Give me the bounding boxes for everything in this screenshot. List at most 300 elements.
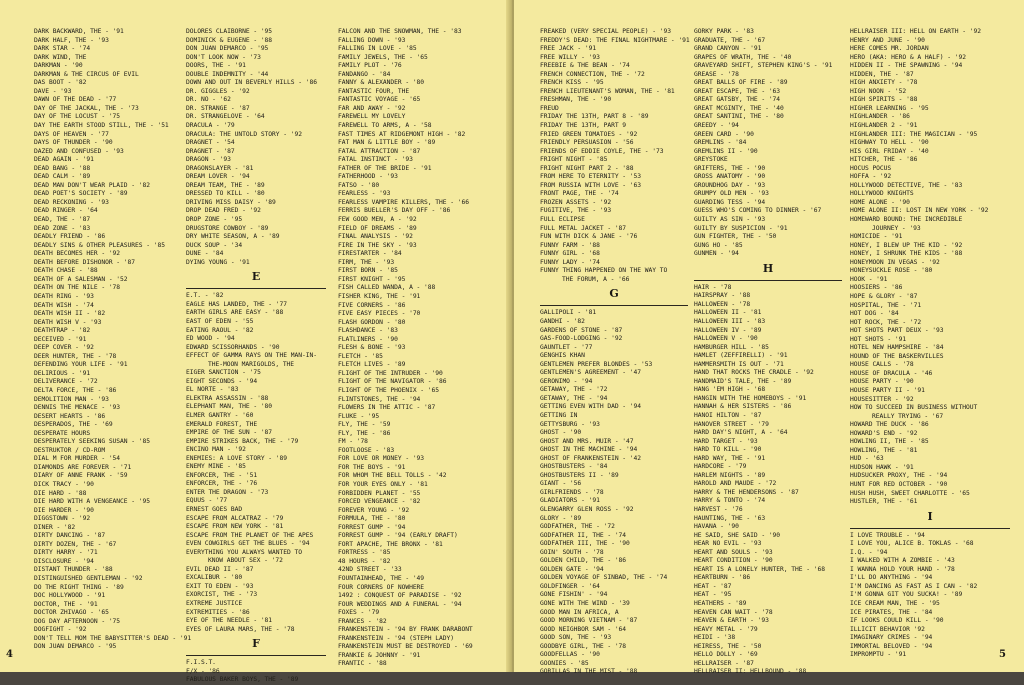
title-entry: DINER - '82 — [34, 523, 76, 531]
title-entry: FLIGHT OF THE INTRUDER - '90 — [338, 369, 443, 377]
title-entry: FRONT PAGE, THE - '74 — [540, 190, 619, 198]
title-entry: FM - '78 — [338, 438, 368, 446]
title-entry: FIRST KNIGHT - '95 — [338, 275, 406, 283]
title-entry: FIRM, THE - '93 — [338, 258, 395, 266]
title-entry: GETTING EVEN WITH DAD - '94 — [540, 403, 642, 411]
title-entry: FIELD OF DREAMS - '89 — [338, 224, 417, 232]
title-entry: HEIRESS, THE - '50 — [694, 642, 762, 650]
title-entry: EATING RAOUL - '82 — [186, 326, 254, 334]
title-entry: DEMOLITION MAN - '93 — [34, 395, 109, 403]
title-entry: FRIGHT NIGHT - '85 — [540, 156, 608, 164]
title-entry: DON JUAN DEMARCO - '95 — [186, 45, 269, 53]
section-header-g — [540, 286, 688, 306]
title-entry: HEART IS A LONELY HUNTER, THE - '68 — [694, 565, 825, 573]
title-entry: GORILLAS IN THE MIST - '88 — [540, 668, 638, 676]
title-entry: KNOW ABOUT SEX - '72 — [208, 557, 283, 565]
title-entry: FOXES - '79 — [338, 609, 380, 617]
title-entry: DAS BOOT - '82 — [34, 79, 87, 87]
title-entry: HOCUS POCUS — [850, 164, 892, 172]
title-entry: GRIFTERS, THE - '90 — [694, 164, 766, 172]
title-entry: FALCON AND THE SNOWMAN, THE - '83 — [338, 28, 462, 35]
title-entry: HALLOWEEN III - '83 — [694, 317, 766, 325]
title-entry: HUNT FOR RED OCTOBER - '90 — [850, 480, 948, 488]
title-entry: EXTREMITIES - '86 — [186, 608, 250, 616]
title-entry: EQUUS - '77 — [186, 497, 228, 505]
title-entry: DARKMAN - '90 — [34, 62, 83, 70]
title-entry: HEARTBURN - '86 — [694, 574, 751, 582]
title-entry: FATAL ATTRACTION - '87 — [338, 147, 421, 155]
title-entry: HIGHWAY TO HELL - '90 — [850, 139, 929, 147]
title-entry: DR. STRANGE - '87 — [186, 104, 250, 112]
title-entry: FLOWERS IN THE ATTIC - '87 — [338, 404, 436, 412]
title-entry: HEAVY METAL - '79 — [694, 625, 758, 633]
title-entry: HEAVEN CAN WAIT - '78 — [694, 608, 773, 616]
title-entry: FAREWELL TO ARMS, A - '58 — [338, 122, 432, 130]
title-entry: DRIVING MISS DAISY - '89 — [186, 198, 276, 206]
title-entry: I WALKED WITH A ZOMBIE - '43 — [850, 557, 955, 565]
title-entry: HANOVER STREET - '79 — [694, 420, 769, 428]
title-entry: I'LL DO ANYTHING - '94 — [850, 574, 933, 582]
list-f — [186, 659, 326, 685]
title-entry: GROSS ANATOMY - '90 — [694, 173, 766, 181]
title-entry: HOMEWARD BOUND: THE INCREDIBLE — [850, 216, 963, 224]
title-entry: DECEIVED - '91 — [34, 335, 87, 343]
title-entry: HAUNTING, THE - '63 — [694, 514, 766, 522]
title-entry: HANGIN WITH THE HOMEBOYS - '91 — [694, 394, 807, 402]
title-entry: HIGHER LEARNING - '95 — [850, 104, 929, 112]
title-entry: FRENCH CONNECTION, THE - '72 — [540, 70, 645, 78]
title-entry: GHOST AND MRS. MUIR - '47 — [540, 437, 634, 445]
title-entry: GOOD MORNING VIETNAM - '87 — [540, 617, 638, 625]
title-entry: DISTINGUISHED GENTLEMAN - '92 — [34, 575, 143, 582]
title-entry: HALLOWEEN II - '81 — [694, 309, 762, 317]
title-entry: DEFENDING YOUR LIFE - '91 — [34, 361, 128, 369]
title-entry: GOODFELLAS - '90 — [540, 651, 600, 659]
title-entry: EYE OF THE NEEDLE - '81 — [186, 617, 273, 625]
list-g-cont — [694, 28, 842, 259]
title-entry: HUDSON HAWK - '91 — [850, 463, 914, 471]
title-entry: FREE JACK - '91 — [540, 45, 597, 53]
title-entry: IMPROMPTU - '91 — [850, 651, 907, 659]
title-entry: DIAL M FOR MURDER - '54 — [34, 455, 121, 463]
title-entry: HERE COMES MR. JORDAN — [850, 45, 929, 53]
title-entry: HARD DAY'S NIGHT, A - '64 — [694, 429, 788, 437]
title-entry: FOUNTAINHEAD, THE - '49 — [338, 575, 425, 582]
title-entry: GHOST OF FRANKENSTEIN - '42 — [540, 454, 642, 462]
title-entry: GOLDEN CHILD, THE - '86 — [540, 557, 627, 565]
title-entry: HEIDI - '38 — [694, 634, 736, 642]
title-entry: FORTRESS - '85 — [338, 549, 391, 557]
title-entry: ED WOOD - '94 — [186, 335, 235, 343]
title-entry: DRAGNET - '87 — [186, 147, 235, 155]
title-entry: HARRY & THE HENDERSONS - '87 — [694, 488, 799, 496]
title-entry: DIRTY DANCING - '87 — [34, 532, 106, 540]
title-entry: HANOI HILTON - '87 — [694, 411, 762, 419]
title-entry: GUN FIGHTER, THE - '50 — [694, 233, 777, 241]
title-entry: DEAD ZONE - '83 — [34, 224, 91, 232]
title-entry: EMERALD FOREST, THE — [186, 420, 258, 428]
title-entry: HAIRSPRAY - '88 — [694, 292, 751, 300]
title-entry: HOSPITAL, THE - '71 — [850, 301, 922, 309]
title-entry: FULL ECLIPSE — [540, 216, 585, 224]
left-page — [0, 0, 510, 684]
title-entry: JOURNEY - '93 — [872, 224, 921, 232]
title-entry: DAY THE EARTH STOOD STILL, THE - '51 — [34, 122, 169, 130]
title-entry: DEADLY SINS & OTHER PLEASURES - '85 — [34, 241, 165, 249]
title-entry: HOOSIERS - '86 — [850, 284, 903, 292]
right-column-3 — [850, 28, 1010, 660]
title-entry: FLETCH LIVES - '89 — [338, 361, 406, 369]
title-entry: FISH CALLED WANDA, A - '88 — [338, 284, 436, 292]
title-entry: GAUNTLET - '77 — [540, 343, 593, 351]
title-entry: HONEYMOON IN VEGAS - '92 — [850, 258, 940, 266]
title-entry: EXCALIBUR - '80 — [186, 574, 243, 582]
title-entry: DEAD POET'S SOCIETY - '89 — [34, 190, 128, 198]
title-entry: HARVEST - '76 — [694, 505, 743, 513]
title-entry: DEADLY FRIEND - '86 — [34, 233, 106, 241]
title-entry: DESERT HEARTS - '86 — [34, 412, 106, 420]
title-entry: FRESHMAN, THE - '90 — [540, 96, 612, 104]
title-entry: GHOSTBUSTERS II - '89 — [540, 471, 619, 479]
title-entry: GONE FISHIN' - '94 — [540, 591, 608, 599]
title-entry: DEAD RINGER - '64 — [34, 207, 98, 215]
title-entry: ENEMY MINE - '85 — [186, 463, 246, 471]
title-entry: DREAM TEAM, THE - '89 — [186, 181, 265, 189]
title-entry: GUESS WHO'S COMING TO DINNER - '67 — [694, 207, 822, 215]
title-entry: FRANCES - '82 — [338, 617, 387, 625]
title-entry: DEAD RECKONING - '93 — [34, 198, 109, 206]
title-entry: ESCAPE FROM ALCATRAZ - '79 — [186, 514, 284, 522]
title-entry: HIGH NOON - '52 — [850, 87, 907, 95]
title-entry: DELIRIOUS - '91 — [34, 369, 91, 377]
title-entry: FRENCH LIEUTENANT'S WOMAN, THE - '81 — [540, 87, 675, 95]
title-entry: DROP ZONE - '95 — [186, 216, 243, 224]
title-entry: FAREWELL MY LOVELY — [338, 113, 406, 121]
title-entry: HOME ALONE - '90 — [850, 198, 910, 206]
title-entry: DIE HARDER - '90 — [34, 506, 94, 514]
title-entry: DEAD AGAIN - '91 — [34, 156, 94, 164]
title-entry: FOUR CORNERS OF NOWHERE — [338, 583, 425, 591]
title-entry: HEAVEN & EARTH - '93 — [694, 617, 769, 625]
title-entry: DOORS, THE - '91 — [186, 62, 246, 70]
title-entry: EL NORTE - '83 — [186, 386, 239, 394]
title-entry: DAWN OF THE DEAD - '77 — [34, 96, 117, 104]
title-entry: HOUSE PARTY II - '91 — [850, 386, 925, 394]
title-entry: HONEY, I SHRUNK THE KIDS - '88 — [850, 250, 963, 258]
title-entry: DOWN AND OUT IN BEVERLY HILLS - '86 — [186, 79, 317, 87]
title-entry: DIE HARD - '88 — [34, 489, 87, 497]
title-entry: HOWARD THE DUCK - '86 — [850, 421, 929, 429]
title-entry: I'M GONNA GIT YOU SUCKA! - '89 — [850, 591, 963, 599]
title-entry: ENFORCER, THE - '76 — [186, 480, 258, 488]
title-entry: GRAVEYARD SHIFT, STEPHEN KING'S - '91 — [694, 62, 833, 70]
title-entry: HIGHLANDER - '86 — [850, 113, 910, 121]
title-entry: ELEPHANT MAN, THE - '80 — [186, 403, 273, 411]
title-entry: GREAT SANTINI, THE - '80 — [694, 113, 784, 121]
title-entry: DOMINICK & EUGENE - '88 — [186, 36, 273, 44]
title-entry: ESCAPE FROM NEW YORK - '81 — [186, 523, 284, 531]
title-entry: FUNNY FARM - '88 — [540, 241, 600, 249]
title-entry: DEATHTRAP - '82 — [34, 327, 91, 335]
title-entry: FLETCH - '85 — [338, 352, 383, 360]
title-entry: HARD TARGET - '93 — [694, 437, 758, 445]
title-entry: GREYSTOKE — [694, 156, 728, 164]
title-entry: GREAT BALLS OF FIRE - '89 — [694, 79, 788, 87]
title-entry: FLASHDANCE - '83 — [338, 327, 398, 335]
title-entry: DUNE - '84 — [186, 250, 224, 258]
title-entry: DR. STRANGELOVE - '64 — [186, 113, 265, 121]
title-entry: DON JUAN DEMARCO - '95 — [34, 643, 117, 651]
title-entry: GREEN CARD - '90 — [694, 130, 754, 138]
title-entry: HAMLET (ZEFFIRELLI) - '91 — [694, 352, 788, 360]
title-entry: FRIENDS OF EDDIE COYLE, THE - '73 — [540, 147, 664, 155]
title-entry: HEART AND SOULS - '93 — [694, 548, 773, 556]
title-entry: HAND THAT ROCKS THE CRADLE - '92 — [694, 369, 814, 377]
title-entry: FREAKED (VERY SPECIAL PEOPLE) - '93 — [540, 28, 671, 35]
title-entry: GREAT ESCAPE, THE - '63 — [694, 87, 781, 95]
title-entry: FLY, THE - '59 — [338, 421, 391, 429]
title-entry: HIGH SPIRITS - '88 — [850, 96, 918, 104]
title-entry: HIDDEN II - THE SPAWNING - '94 — [850, 62, 963, 70]
title-entry: HIGH ANXIETY - '78 — [850, 79, 918, 87]
title-entry: DR. GIGGLES - '92 — [186, 87, 250, 95]
title-entry: FRIENDLY PERSUASION - '56 — [540, 139, 634, 147]
title-entry: DIARY OF ANNE FRANK - '59 — [34, 472, 128, 480]
title-entry: FRIDAY THE 13TH, PART 8 - '89 — [540, 113, 649, 121]
title-entry: FIVE EASY PIECES - '70 — [338, 310, 421, 318]
title-entry: DRY WHITE SEASON, A - '89 — [186, 233, 280, 241]
title-entry: GRUMPY OLD MEN - '93 — [694, 190, 769, 198]
title-entry: FRIED GREEN TOMATOES - '92 — [540, 130, 638, 138]
title-entry: DEAD BANG - '88 — [34, 164, 91, 172]
title-entry: FRENCH KISS - '95 — [540, 79, 604, 87]
title-entry: GERONIMO - '94 — [540, 377, 593, 385]
section-letter-e: E — [249, 273, 263, 282]
title-entry: GOLDEN GATE - '94 — [540, 565, 604, 573]
title-entry: FORT APACHE, THE BRONX - '81 — [338, 540, 443, 548]
title-entry: FISHER KING, THE - '91 — [338, 292, 421, 300]
title-entry: ILLICIT BEHAVIOR '92 — [850, 625, 925, 633]
title-entry: FORREST GUMP - '94 (EARLY DRAFT) — [338, 532, 458, 540]
title-entry: HAMBURGER HILL - '85 — [694, 343, 769, 351]
title-entry: FUNNY LADY - '74 — [540, 258, 600, 266]
title-entry: FRIGHT NIGHT PART 2 - '88 — [540, 164, 634, 172]
title-entry: E.T. - '82 — [186, 292, 224, 300]
title-entry: DREAM LOVER - '94 — [186, 173, 250, 181]
title-entry: HANG 'EM HIGH - '68 — [694, 386, 766, 394]
title-entry: HOUSE OF DRACULA - '46 — [850, 369, 933, 377]
section-letter-f: F — [249, 640, 263, 649]
title-entry: DEAD MAN DON'T WEAR PLAID - '82 — [34, 181, 150, 189]
title-entry: FATHERHOOD - '93 — [338, 173, 398, 181]
title-entry: GETAWAY, THE - '94 — [540, 394, 608, 402]
title-entry: HOT ROCK, THE - '72 — [850, 318, 922, 326]
title-entry: FRANKENSTEIN MUST BE DESTROYED - '69 — [338, 643, 473, 651]
title-entry: FORBIDDEN PLANET - '55 — [338, 489, 421, 497]
title-entry: HIGHLANDER III: THE MAGICIAN - '95 — [850, 130, 978, 138]
title-entry: DENNIS THE MENACE - '93 — [34, 404, 121, 412]
title-entry: FORCED VENGEANCE - '82 — [338, 498, 421, 506]
title-entry: DIGGSTOWN - '92 — [34, 515, 91, 523]
title-entry: HOTEL NEW HAMPSHIRE - '84 — [850, 344, 944, 352]
title-entry: FRANTIC - '88 — [338, 660, 387, 668]
title-entry: DEATH CHASE - '88 — [34, 267, 98, 275]
title-entry: HEAT - '87 — [694, 582, 732, 590]
title-entry: GETTYSBURG - '93 — [540, 420, 600, 428]
title-entry: HUSTLER, THE - '61 — [850, 498, 918, 506]
title-entry: GHOST IN THE MACHINE - '94 — [540, 446, 638, 454]
title-entry: FINAL ANALYSIS - '92 — [338, 233, 413, 241]
title-entry: FIRE IN THE SKY - '93 — [338, 241, 417, 249]
title-entry: DON'T TELL MOM THE BABYSITTER'S DEAD - '91 — [34, 634, 192, 642]
title-entry: GODFATHER, THE - '72 — [540, 523, 615, 531]
title-entry: GOIN' SOUTH - '78 — [540, 548, 604, 556]
title-entry: GHOSTBUSTERS - '84 — [540, 463, 608, 471]
title-entry: DISTANT THUNDER - '88 — [34, 566, 113, 574]
title-entry: GOOD SON, THE - '93 — [540, 634, 612, 642]
title-entry: EAST OF EDEN - '55 — [186, 317, 254, 325]
title-entry: HOUND OF THE BASKERVILLES — [850, 352, 944, 360]
right-column-1 — [540, 28, 688, 677]
title-entry: DESPERADOS, THE - '69 — [34, 421, 113, 429]
section-letter-i: I — [924, 513, 935, 522]
title-entry: THE-MOON MARIGOLDS, THE — [208, 360, 295, 368]
title-entry: HOW TO SUCCEED IN BUSINESS WITHOUT — [850, 404, 978, 412]
list-f-cont — [540, 28, 688, 284]
page-number-left: 4 — [6, 649, 13, 660]
title-entry: FIRESTARTER - '84 — [338, 250, 402, 258]
title-entry: DARK BACKWARD, THE - '91 — [34, 28, 124, 35]
title-entry: FORREST GUMP - '94 — [338, 523, 406, 531]
title-entry: GUNMEN - '94 — [694, 250, 739, 258]
title-entry: FAR AND AWAY - '92 — [338, 104, 406, 112]
title-entry: FAMILY JEWELS, THE - '65 — [338, 53, 428, 61]
title-entry: HAROLD AND MAUDE - '72 — [694, 480, 777, 488]
title-entry: FREUD — [540, 104, 559, 112]
title-entry: GONE WITH THE WIND - '39 — [540, 600, 630, 607]
title-entry: EIGHT SECONDS - '94 — [186, 377, 258, 385]
title-entry: FIVE CORNERS - '86 — [338, 301, 406, 309]
title-entry: FUN WITH DICK & JANE - '76 — [540, 233, 638, 241]
title-entry: EDWARD SCISSORHANDS - '90 — [186, 343, 280, 351]
title-entry: DARKMAN & THE CIRCUS OF EVIL — [34, 70, 139, 78]
title-entry: DEATH ON THE NILE - '78 — [34, 284, 121, 292]
title-entry: GIANT - '56 — [540, 480, 582, 488]
title-entry: DEAD, THE - '87 — [34, 216, 91, 224]
title-entry: ELEKTRA ASSASSIN - '88 — [186, 394, 269, 402]
title-entry: DOG DAY AFTERNOON - '75 — [34, 617, 121, 625]
title-entry: FAST TIMES AT RIDGEMONT HIGH - '82 — [338, 130, 466, 138]
title-entry: FOR YOUR EYES ONLY - '81 — [338, 480, 428, 488]
title-entry: FATSO - '80 — [338, 181, 380, 189]
title-entry: GALLIPOLI - '81 — [540, 309, 597, 317]
title-entry: GREMLINS II - '90 — [694, 147, 758, 155]
title-entry: HIDDEN, THE - '87 — [850, 70, 914, 78]
title-entry: ENCINO MAN - '92 — [186, 446, 246, 454]
title-entry: IMMORTAL BELOVED - '94 — [850, 642, 933, 650]
title-entry: EMPIRE STRIKES BACK, THE - '79 — [186, 437, 299, 445]
title-entry: HARDCORE - '79 — [694, 463, 747, 471]
title-entry: DOGFIGHT - '92 — [34, 626, 87, 634]
title-entry: FUNNY GIRL - '68 — [540, 250, 600, 258]
title-entry: GUNG HO - '85 — [694, 241, 743, 249]
title-entry: FLINTSTONES, THE - '94 — [338, 395, 421, 403]
title-entry: I LOVE YOU, ALICE B. TOKLAS - '68 — [850, 540, 974, 548]
title-entry: FLATLINERS - '90 — [338, 335, 398, 343]
title-entry: GREAT GATSBY, THE - '74 — [694, 96, 781, 104]
title-entry: HONEY, I BLEW UP THE KID - '92 — [850, 241, 963, 249]
title-entry: HOFFA - '92 — [850, 173, 892, 181]
title-entry: GOLDEN VOYAGE OF SINBAD, THE - '74 — [540, 574, 668, 582]
title-entry: HOWLING, THE - '81 — [850, 446, 918, 454]
title-entry: FLY, THE - '86 — [338, 429, 391, 437]
title-entry: HUD - '63 — [850, 455, 884, 463]
section-header-h — [694, 261, 842, 281]
title-entry: DESPERATE HOURS — [34, 429, 91, 437]
title-entry: HUDSUCKER PROXY, THE - '94 — [850, 472, 948, 480]
title-entry: HOT SHOTS - '91 — [850, 335, 907, 343]
title-entry: DR. NO - '62 — [186, 96, 231, 104]
title-entry: EXTREME JUSTICE — [186, 600, 243, 607]
title-entry: DEATH BEFORE DISHONOR - '87 — [34, 258, 136, 266]
title-entry: FOR THE BOYS - '91 — [338, 463, 406, 471]
title-entry: EMPIRE OF THE SUN - '87 — [186, 429, 273, 437]
right-page — [514, 0, 1024, 676]
title-entry: DROP DEAD FRED - '92 — [186, 207, 261, 215]
title-entry: FANTASTIC VOYAGE - '65 — [338, 96, 421, 104]
title-entry: DEATH BECOMES HER - '92 — [34, 250, 121, 258]
title-entry: FATAL INSTINCT - '93 — [338, 156, 413, 164]
list-g — [540, 309, 688, 677]
title-entry: DELTA FORCE, THE - '86 — [34, 386, 117, 394]
title-entry: I LOVE TROUBLE - '94 — [850, 531, 925, 539]
title-entry: DISCLOSURE - '94 — [34, 557, 94, 565]
title-entry: HAMMERSMITH IS OUT - '71 — [694, 360, 784, 368]
title-entry: DARK HALF, THE - '93 — [34, 36, 109, 44]
title-entry: FALLING DOWN - '93 — [338, 36, 406, 44]
title-entry: HALLOWEEN V - '90 — [694, 335, 758, 343]
title-entry: FLUKE - '95 — [338, 412, 380, 420]
title-entry: HOLLYWOOD KNIGHTS — [850, 190, 914, 198]
title-entry: FEARLESS VAMPIRE KILLERS, THE - '66 — [338, 198, 469, 206]
title-entry: EFFECT OF GAMMA RAYS ON THE MAN-IN- — [186, 352, 317, 360]
title-entry: EARTH GIRLS ARE EASY - '88 — [186, 309, 284, 317]
title-entry: HARLEM NIGHTS - '89 — [694, 471, 766, 479]
title-entry: FREDDY'S DEAD: THE FINAL NIGHTMARE - '91 — [540, 36, 690, 44]
title-entry: ENTER THE DRAGON - '73 — [186, 488, 269, 496]
title-entry: HOLLYWOOD DETECTIVE, THE - '83 — [850, 181, 963, 189]
title-entry: GRAND CANYON - '91 — [694, 45, 762, 53]
title-entry: HELLRAISER - '87 — [694, 659, 754, 667]
list-h-cont — [850, 28, 1010, 507]
title-entry: IMAGINARY CRIMES - '94 — [850, 634, 933, 642]
title-entry: HONEYSUCKLE ROSE - '80 — [850, 267, 933, 275]
title-entry: HOWLING II, THE - '85 — [850, 438, 929, 446]
title-entry: DEATH RING - '93 — [34, 292, 94, 300]
title-entry: GORKY PARK - '83 — [694, 28, 754, 35]
title-entry: FANNY & ALEXANDER - '80 — [338, 79, 425, 87]
title-entry: GROUNDHOG DAY - '93 — [694, 181, 766, 189]
title-entry: GODFATHER II, THE - '74 — [540, 531, 627, 539]
title-entry: FEW GOOD MEN, A - '92 — [338, 216, 417, 224]
title-entry: DAY OF THE LOCUST - '75 — [34, 113, 121, 121]
title-entry: I'M DANCING AS FAST AS I CAN - '82 — [850, 582, 978, 590]
title-entry: HIS GIRL FRIDAY - '40 — [850, 147, 929, 155]
title-entry: DOUBLE INDEMNITY - '44 — [186, 70, 269, 78]
title-entry: EVIL DEAD II - '87 — [186, 565, 254, 573]
title-entry: FRANKENSTEIN - '94 (STEPH LADY) — [338, 634, 454, 642]
title-entry: DEEP COVER - '92 — [34, 344, 94, 352]
